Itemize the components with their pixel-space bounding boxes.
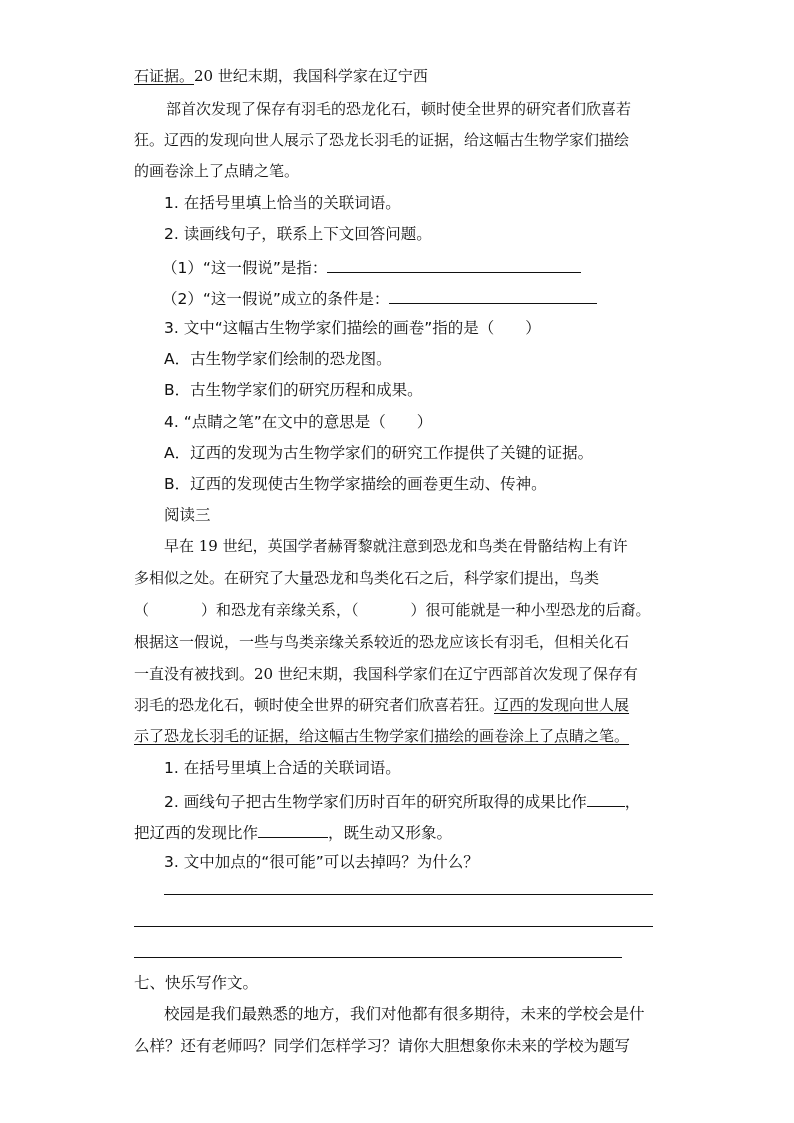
- passage-text: 羽毛的恐龙化石，顿时使全世界的研究者们欣喜若狂。: [134, 696, 495, 714]
- option-a: A．古生物学家们绘制的恐龙图。: [164, 350, 392, 368]
- question-2-cont: [134, 821, 452, 843]
- option-b: B．古生物学家们的研究历程和成果。: [164, 381, 423, 399]
- passage-line: 多相似之处。在研究了大量恐龙和鸟类化石之后，科学家们提出，鸟类: [134, 569, 600, 587]
- option-a: A．辽西的发现为古生物学家们的研究工作提供了关键的证据。: [164, 444, 594, 462]
- passage-text: 20 世纪末期，我国科学家在辽宁西: [194, 67, 428, 85]
- answer-blank[interactable]: [327, 256, 581, 273]
- passage-line: [134, 600, 651, 620]
- passage-line: 狂。辽西的发现向世人展示了恐龙长羽毛的证据，给这幅古生物学家们描绘: [134, 131, 630, 149]
- section-title: 七、快乐写作文。: [134, 974, 259, 992]
- answer-line[interactable]: [134, 957, 622, 958]
- question-3: 3. 文中“这幅古生物学家们描绘的画卷”指的是（ ）: [164, 319, 541, 337]
- answer-blank[interactable]: [587, 790, 625, 807]
- answer-blank[interactable]: [389, 287, 597, 304]
- passage-text: ）和恐龙有亲缘关系，（: [201, 601, 359, 619]
- question-2: [164, 790, 640, 812]
- prompt-line: 校园是我们最熟悉的地方，我们对他都有很多期待，未来的学校会是什: [164, 1005, 645, 1023]
- question-2-1: [162, 256, 581, 278]
- question-text: （1）“这一假说”是指：: [162, 259, 328, 277]
- underlined-text: 辽西的发现向世人展: [494, 696, 630, 714]
- passage-line: 一直没有被找到。20 世纪末期，我国科学家们在辽宁西部首次发现了保存有: [134, 665, 638, 683]
- question-4: 4. “点睛之笔”在文中的意思是（ ）: [164, 413, 433, 431]
- passage-line: [134, 695, 629, 715]
- answer-line[interactable]: [164, 894, 653, 895]
- passage-text: ）很可能就是一种小型恐龙的后裔。: [410, 601, 651, 619]
- question-3: 3. 文中加点的“很可能”可以去掉吗？为什么？: [164, 853, 479, 871]
- passage-text: （: [134, 601, 150, 619]
- passage-line: [134, 726, 629, 746]
- answer-blank[interactable]: [258, 821, 328, 838]
- question-2-2: [162, 287, 597, 309]
- underlined-text: 石证据。: [134, 67, 195, 85]
- question-text: （2）“这一假说”成立的条件是：: [162, 290, 390, 308]
- passage-line: [134, 66, 428, 86]
- underlined-text: 示了恐龙长羽毛的证据，给这幅古生物学家们描绘的画卷涂上了点睛之笔。: [134, 727, 630, 745]
- question-2: 2. 读画线句子，联系上下文回答问题。: [164, 225, 432, 243]
- answer-line[interactable]: [134, 926, 653, 927]
- passage-line: 部首次发现了保存有羽毛的恐龙化石，顿时使全世界的研究者们欣喜若: [166, 100, 632, 118]
- question-text: 把辽西的发现比作: [134, 824, 259, 842]
- question-text: ，既生动又形象。: [328, 824, 453, 842]
- question-text: 2. 画线句子把古生物学家们历时百年的研究所取得的成果比作: [164, 793, 587, 811]
- passage-line: 早在 19 世纪，英国学者赫胥黎就注意到恐龙和鸟类在骨骼结构上有许: [164, 537, 628, 555]
- prompt-line: 么样？还有老师吗？同学们怎样学习？请你大胆想象你未来的学校为题写: [134, 1037, 631, 1055]
- question-1: 1. 在括号里填上恰当的关联词语。: [164, 194, 401, 212]
- question-text: ，: [624, 793, 641, 811]
- option-b: B．辽西的发现使古生物学家描绘的画卷更生动、传神。: [164, 475, 547, 493]
- passage-line: 的画卷涂上了点睛之笔。: [134, 162, 300, 180]
- section-title: 阅读三: [164, 506, 211, 524]
- question-1: 1. 在括号里填上合适的关联词语。: [164, 759, 401, 777]
- passage-line: 根据这一假说，一些与鸟类亲缘关系较近的恐龙应该长有羽毛，但相关化石: [134, 633, 630, 651]
